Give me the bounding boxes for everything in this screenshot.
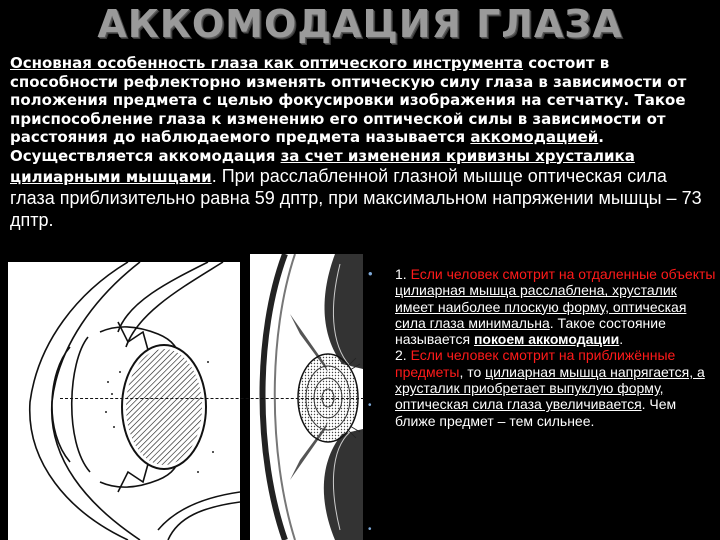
item1-number: 1. xyxy=(395,266,411,282)
item1-term: покоем аккомодации xyxy=(473,331,620,348)
item1-condition: Если человек смотрит на отдаленные объекты xyxy=(410,266,716,282)
optical-axis-line xyxy=(60,398,364,399)
item2-end: . Чем ближе предмет – тем сильнее. xyxy=(395,396,677,429)
item2-condition: Если человек смотрит на приближённые предметы xyxy=(395,347,676,380)
page-title: АККОМОДАЦИЯ ГЛАЗА xyxy=(97,2,623,46)
bullet-icon: • xyxy=(368,266,373,281)
eye-section-drawing xyxy=(8,262,240,540)
item2-text: , то xyxy=(459,363,486,380)
lens-detail-drawing xyxy=(250,254,363,540)
eye-section-illustration xyxy=(8,262,240,540)
bullet-dot-icon: • xyxy=(368,400,372,411)
item1-text: . Такое состояние называется xyxy=(395,314,666,348)
intro-paragraph xyxy=(10,54,716,231)
item1-description: цилиарная мышца расслаблена, хрусталик имеет наиболее плоскую форму, оптическая сила глаза минимальна xyxy=(395,282,687,331)
list-item-1 xyxy=(395,266,717,429)
para-part-1: Основная особенность глаза как оптического инструмента xyxy=(10,54,524,72)
lens-detail-illustration xyxy=(250,254,363,540)
item1-end: . xyxy=(619,331,624,348)
para-part-5: за счет изменения кривизны хрусталика цилиарными мышцами xyxy=(10,146,635,186)
para-term-accommodation: аккомодацией xyxy=(470,128,599,146)
item2-description: цилиарная мышца напрягается, а хрусталик приобретает выпуклую форму, оптическая сила глаза увеличивается xyxy=(395,363,705,413)
para-part-2: состоит в способности рефлекторно изменять оптическую силу глаза в зависимости от положения предмета с целью фокусировки изображения на сетчатку. Такое приспособление глаза к изменению его оптической силы в зависимости от расстояния до наблюдаемого предмета называется xyxy=(10,54,687,146)
para-part-6: . При расслабленной глазной мышце оптическая сила глаза приблизительно равна 59 дптр, при максимальном напряжении мышцы – 73 дптр. xyxy=(10,166,702,230)
item2-number: 2. xyxy=(395,347,411,364)
para-part-4: . Осуществляется аккомодация xyxy=(10,128,604,165)
bullet-dot-icon: • xyxy=(368,524,372,535)
